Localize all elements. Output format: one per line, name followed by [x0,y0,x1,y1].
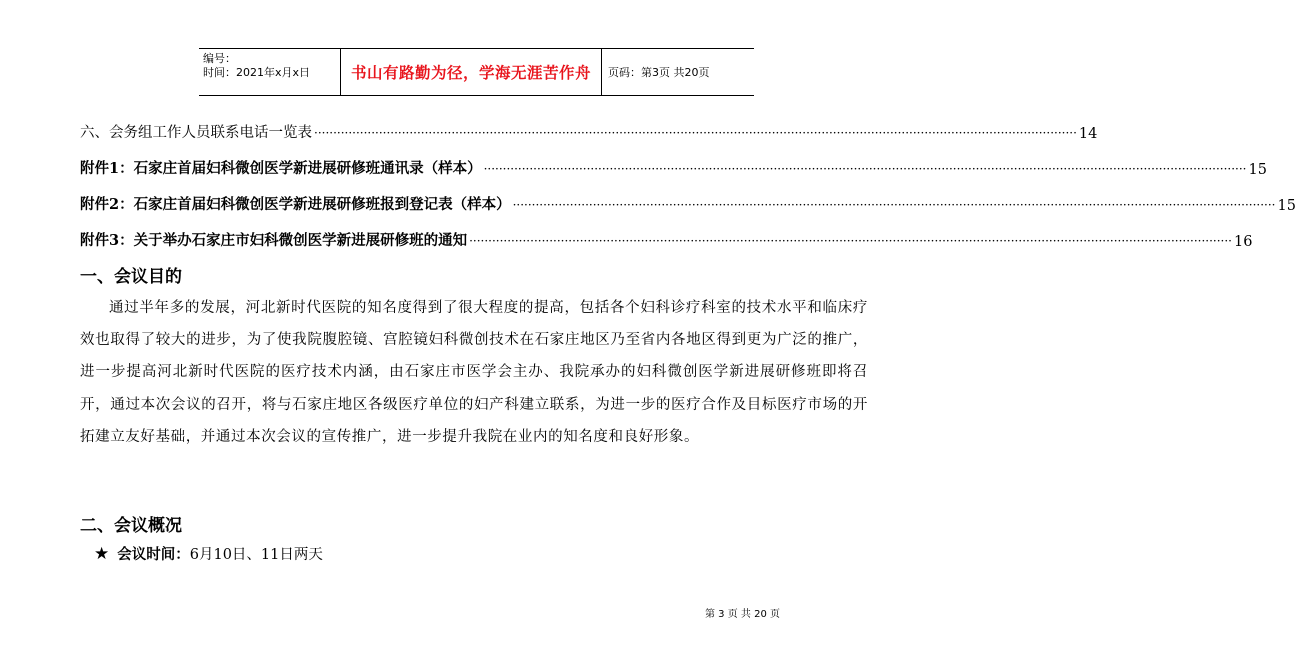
toc-leader-dots: ········································································································································································································ [512,198,1276,212]
meeting-time-item [94,543,323,564]
page-header [199,48,754,96]
header-number: 编号： [203,52,236,65]
header-meta [199,49,340,95]
page-footer: 第 3 页 共 20 页 [705,609,780,620]
header-motto: 书山有路勤为径，学海无涯苦作舟 [340,49,602,95]
header-page-number: 页码：第3页 共20页 [608,66,710,79]
toc-leader-dots: ········································································································································································································ [469,234,1232,248]
toc-entry-title: 六、会务组工作人员联系电话一览表 [80,125,312,141]
toc-entry[interactable] [80,120,1098,142]
toc-entry[interactable] [80,228,1253,250]
header-time: 时间：2021年x月x日 [203,66,311,79]
section-title-purpose: 一、会议目的 [80,267,182,287]
star-icon: ★ [94,543,110,564]
toc-leader-dots: ········································································································································································································ [483,162,1247,176]
toc-entry-title: 附件2：石家庄首届妇科微创医学新进展研修班报到登记表（样本） [80,196,511,213]
section-title-overview: 二、会议概况 [80,516,182,536]
meeting-time-value: 6月10日、11日两天 [189,547,323,563]
toc-entry-page: 15 [1277,198,1296,214]
meeting-time-label: 会议时间： [117,546,190,563]
toc-entry-page: 16 [1233,234,1253,250]
toc-entry-page: 15 [1248,162,1267,178]
toc-entry[interactable] [80,156,1267,178]
toc-entry-title: 附件3：关于举办石家庄市妇科微创医学新进展研修班的通知 [80,232,468,249]
purpose-paragraph: 通过半年多的发展，河北新时代医院的知名度得到了很大程度的提高，包括各个妇科诊疗科室的技术水平和临床疗效也取得了较大的进步，为了使我院腹腔镜、宫腔镜妇科微创技术在石家庄地区乃至省内各地区得到更为广泛的推广，进一步提高河北新时代医院的医疗技术内涵，由石家庄市医学会主办、我院承办的妇科微创医学新进展研修班即将召开，通过本次会议的召开，将与石家庄地区各级医疗单位的妇产科建立联系，为进一步的医疗合作及目标医疗市场的开拓建立友好基础，并通过本次会议的宣传推广，进一步提升我院在业内的知名度和良好形象。 [80,300,868,445]
toc-entry-title: 附件1：石家庄首届妇科微创医学新进展研修班通讯录（样本） [80,160,482,177]
toc-leader-dots: ········································································································································································································ [314,126,1077,140]
toc-entry-page: 14 [1078,126,1098,142]
toc-entry[interactable] [80,192,1296,214]
